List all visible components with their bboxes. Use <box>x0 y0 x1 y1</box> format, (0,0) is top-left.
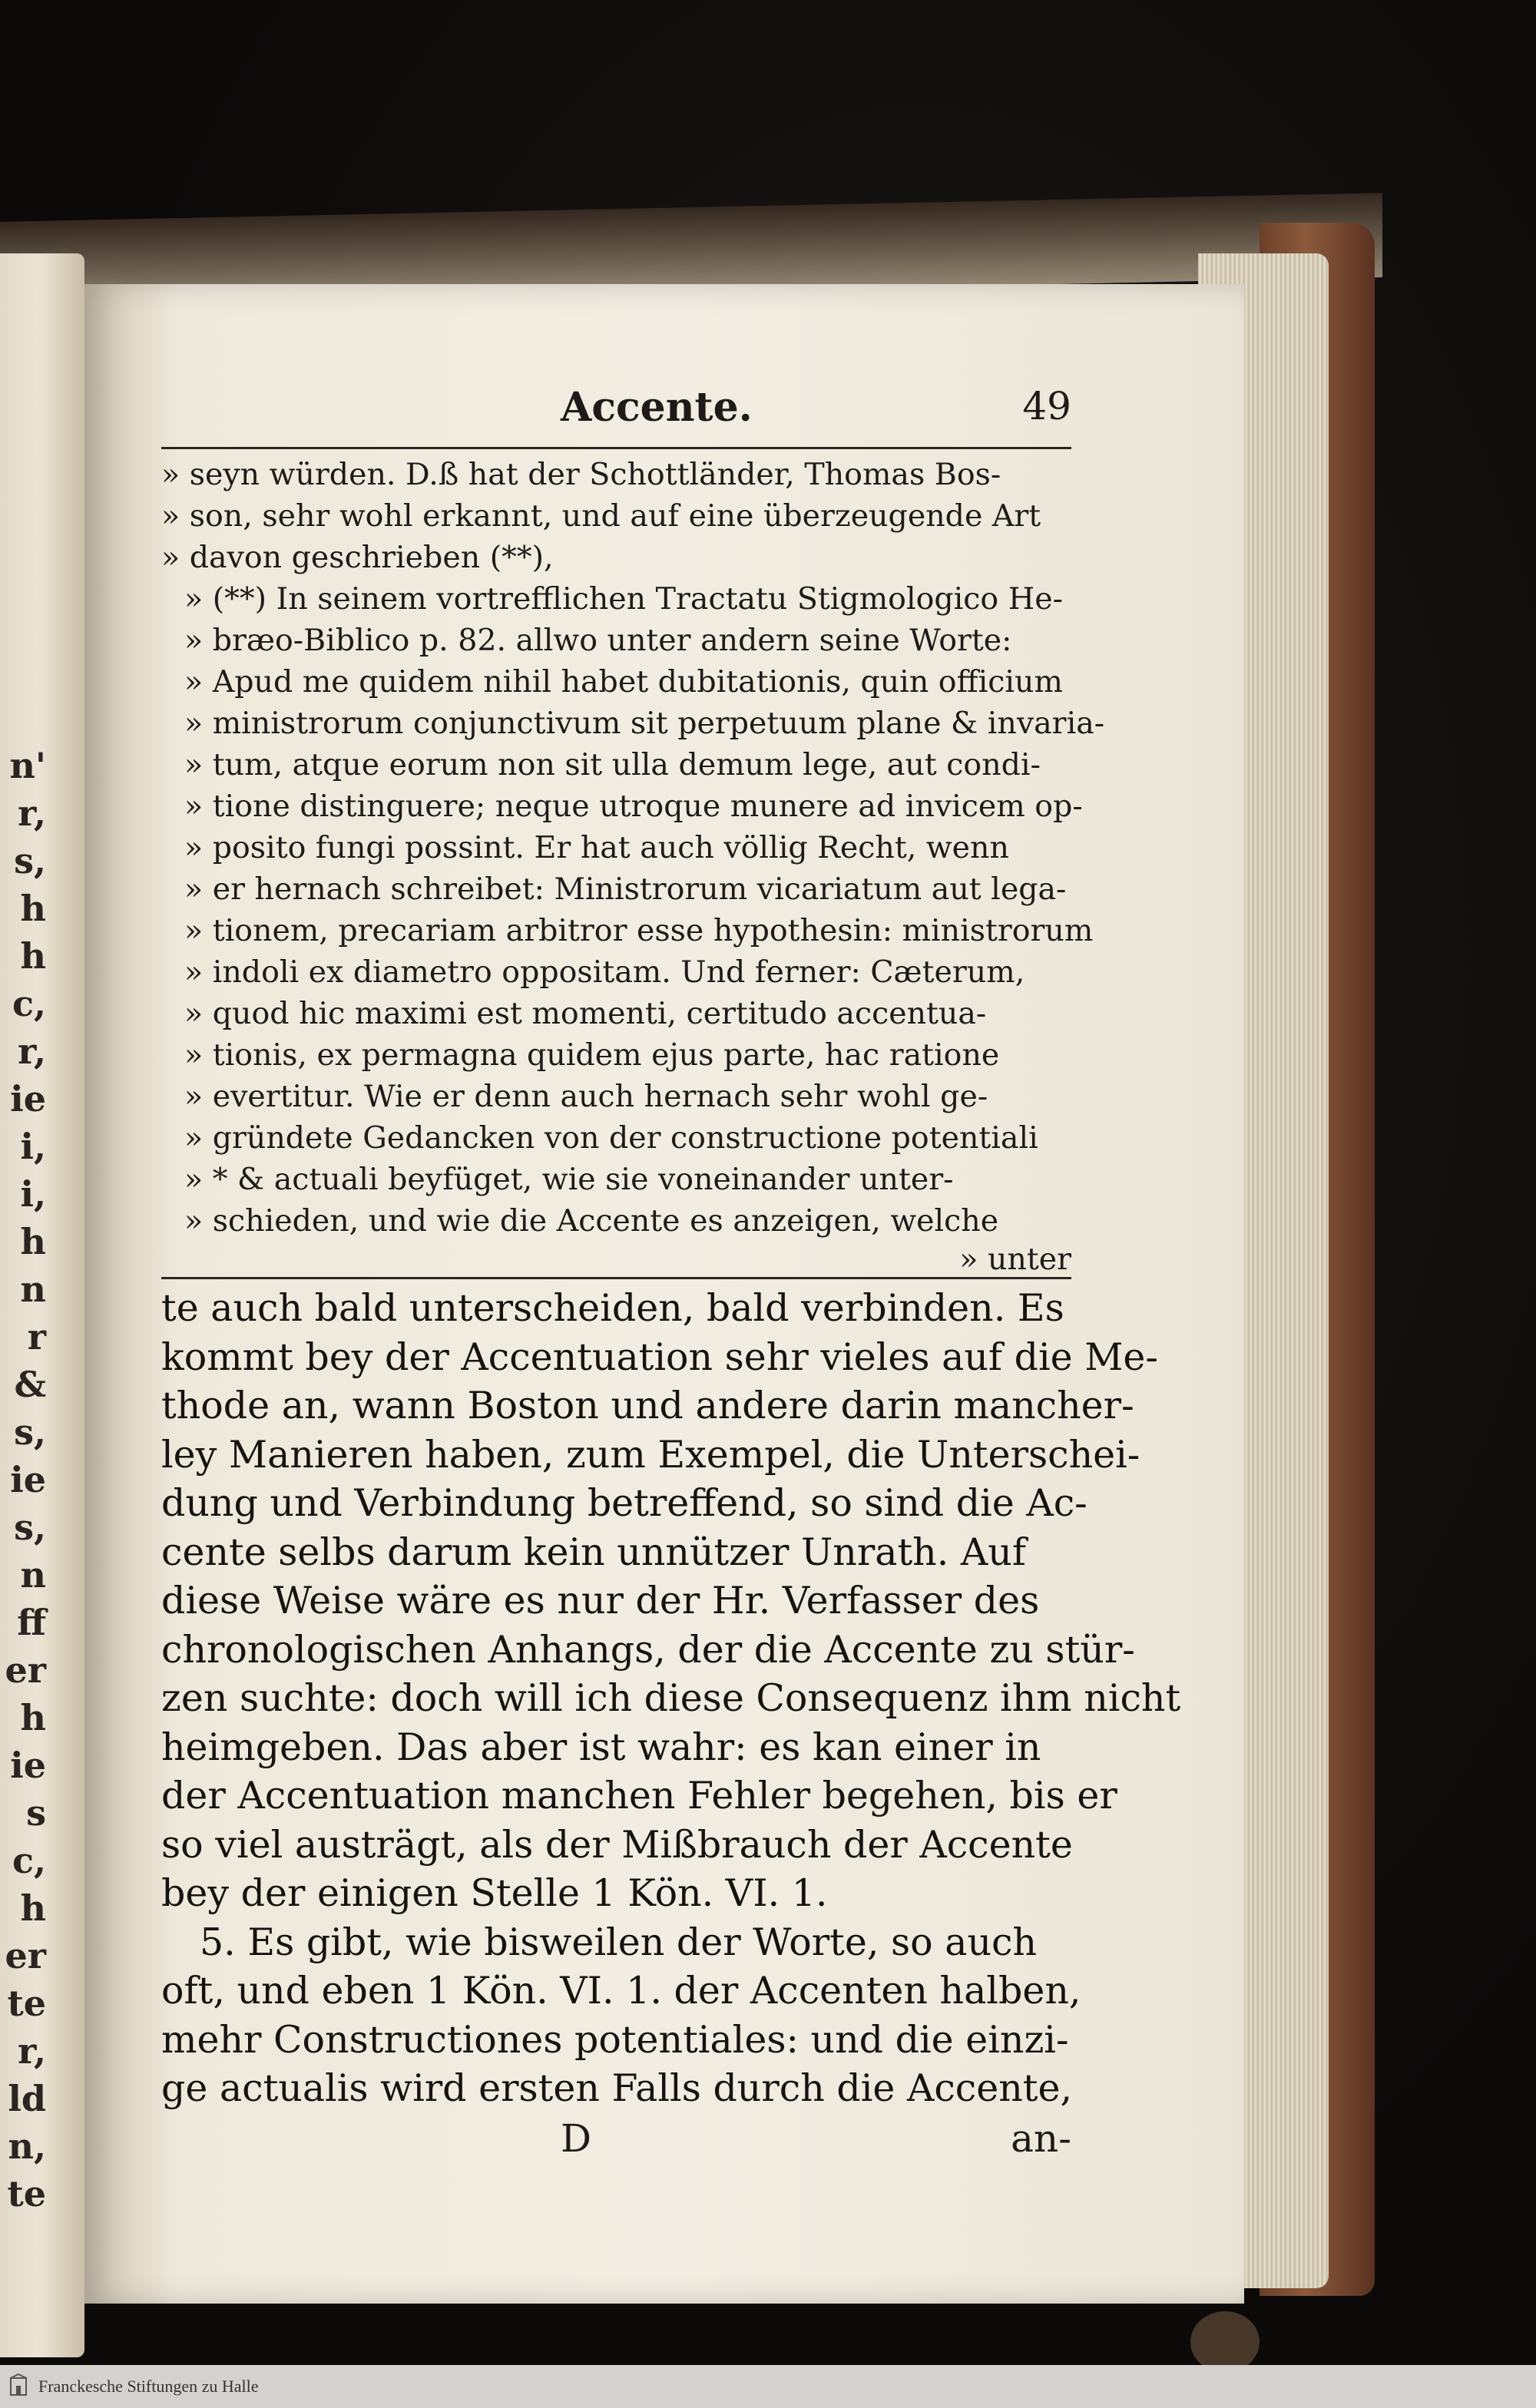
text-line: 5. Es gibt, wie bisweilen der Worte, so auch <box>200 1920 1038 1964</box>
footnote-line: » schieden, und wie die Accente es anzeigen, welche <box>184 1203 999 1239</box>
text-line: so viel austrägt, als der Mißbrauch der Accente <box>161 1822 1073 1867</box>
page-number: 49 <box>1022 384 1071 428</box>
text-line: heimgeben. Das aber ist wahr: es kan einer in <box>161 1725 1041 1769</box>
text-line: ley Manieren haben, zum Exempel, die Unterschei- <box>161 1432 1140 1477</box>
left-fragment: i, <box>20 1126 46 1167</box>
left-fragment: h <box>20 1887 46 1929</box>
footnote-line: » tum, atque eorum non sit ulla demum lege, aut condi- <box>184 747 1041 782</box>
left-fragment: s, <box>14 840 46 882</box>
left-fragment: te <box>7 2173 46 2214</box>
footnote-line: » posito fungi possint. Er hat auch völlig Recht, wenn <box>184 830 1009 865</box>
left-fragment: s, <box>14 1411 46 1453</box>
catchword: an- <box>1011 2115 1071 2161</box>
signature-mark: D <box>561 2115 592 2161</box>
left-fragment: s, <box>14 1507 46 1548</box>
left-fragment: er <box>5 1649 46 1691</box>
footnote-line: » gründete Gedancken von der constructione potentiali <box>184 1120 1038 1156</box>
header-rule <box>161 447 1071 449</box>
viewer-footer <box>0 2365 1536 2408</box>
footnote-line: » tione distinguere; neque utroque munere ad invicem op- <box>184 789 1083 824</box>
text-line: dung und Verbindung betreffend, so sind die Ac- <box>161 1481 1087 1525</box>
footnote-line: » quod hic maximi est momenti, certitudo accentua- <box>184 996 987 1031</box>
paper-stain <box>1190 2311 1260 2373</box>
text-line: diese Weise wäre es nur der Hr. Verfasser des <box>161 1579 1040 1622</box>
left-fragment: ff <box>17 1602 46 1643</box>
left-fragment: & <box>14 1364 46 1405</box>
left-fragment: i, <box>20 1173 46 1215</box>
left-fragment: h <box>20 1697 46 1738</box>
text-line: thode an, wann Boston und andere darin mancher- <box>161 1384 1134 1427</box>
footnote-line: » son, sehr wohl erkannt, und auf eine überzeugende Art <box>161 498 1041 534</box>
text-line: bey der einigen Stelle 1 Kön. VI. 1. <box>161 1871 828 1915</box>
left-fragment: n, <box>8 2125 46 2167</box>
left-fragment: er <box>5 1935 46 1976</box>
footnote-line: » evertitur. Wie er denn auch hernach sehr wohl ge- <box>184 1079 988 1114</box>
footnote-line: » Apud me quidem nihil habet dubitationis, quin officium <box>184 664 1063 700</box>
footnote-line: » (**) In seinem vortrefflichen Tractatu Stigmologico He- <box>184 581 1063 617</box>
left-fragment: h <box>20 1221 46 1262</box>
institution-name: Franckesche Stiftungen zu Halle <box>38 2377 259 2396</box>
left-fragment: ie <box>10 1078 46 1120</box>
text-line: mehr Constructiones potentiales: und die einzi- <box>161 2017 1069 2062</box>
text-line: oft, und eben 1 Kön. VI. 1. der Accenten halben, <box>161 1969 1081 2013</box>
left-fragment: r <box>27 1316 46 1358</box>
left-fragment: te <box>7 1983 46 2024</box>
text-line: zen suchte: doch will ich diese Consequenz ihm nicht <box>161 1676 1181 1720</box>
left-fragment: ld <box>8 2078 46 2119</box>
footnote-line: » er hernach schreibet: Ministrorum vicariatum aut lega- <box>184 872 1067 907</box>
text-line: ge actualis wird ersten Falls durch die Accente, <box>161 2066 1073 2110</box>
footnote-line: » ministrorum conjunctivum sit perpetuum plane & invaria- <box>184 706 1105 741</box>
left-fragment: r, <box>18 2030 46 2072</box>
footnote-rule <box>161 1277 1071 1279</box>
left-fragment: r, <box>18 792 46 834</box>
footnote-line: » * & actuali beyfüget, wie sie voneinander unter- <box>184 1162 954 1197</box>
left-fragment: n <box>20 1554 46 1596</box>
left-page <box>0 253 84 2357</box>
footnote-line: » seyn würden. D.ß hat der Schottländer, Thomas Bos- <box>161 457 1001 492</box>
footnote-line: » indoli ex diametro oppositam. Und ferner: Cæterum, <box>184 954 1025 990</box>
page-content <box>161 384 1181 2170</box>
text-line: der Accentuation manchen Fehler begehen, bis er <box>161 1774 1117 1818</box>
main-text <box>161 1284 1181 2113</box>
left-page-fragments <box>0 745 46 2221</box>
left-fragment: ie <box>10 1745 46 1786</box>
left-fragment: c, <box>12 1840 46 1881</box>
left-fragment: h <box>20 888 46 929</box>
text-line: chronologischen Anhangs, der die Accente zu stür- <box>161 1627 1135 1672</box>
left-fragment: c, <box>12 983 46 1024</box>
footnote-line: » bræo-Biblico p. 82. allwo unter andern seine Worte: <box>184 623 1012 658</box>
footnote-line: » davon geschrieben (**), <box>161 540 554 575</box>
footnote-block <box>161 454 1105 1277</box>
left-fragment: r, <box>18 1030 46 1072</box>
signature-row <box>161 2116 1071 2170</box>
text-line: cente selbs darum kein unnützer Unrath. Auf <box>161 1530 1026 1574</box>
left-fragment: h <box>20 935 46 977</box>
page-header <box>161 384 1071 447</box>
footnote-line: » tionem, precariam arbitror esse hypothesin: ministrorum <box>184 913 1094 948</box>
running-head: Accente. <box>561 384 753 431</box>
left-fragment: n' <box>9 745 46 786</box>
left-fragment: ie <box>10 1459 46 1500</box>
footnote-line: » tionis, ex permagna quidem ejus parte, hac ratione <box>184 1037 1000 1073</box>
left-fragment: n <box>20 1268 46 1310</box>
left-fragment: s <box>26 1792 46 1834</box>
text-line: te auch bald unterscheiden, bald verbinden. Es <box>161 1286 1064 1330</box>
institution-logo-icon <box>6 2371 31 2402</box>
text-line: kommt bey der Accentuation sehr vieles auf die Me- <box>161 1335 1158 1379</box>
footnote-catchword: » unter <box>959 1242 1071 1277</box>
